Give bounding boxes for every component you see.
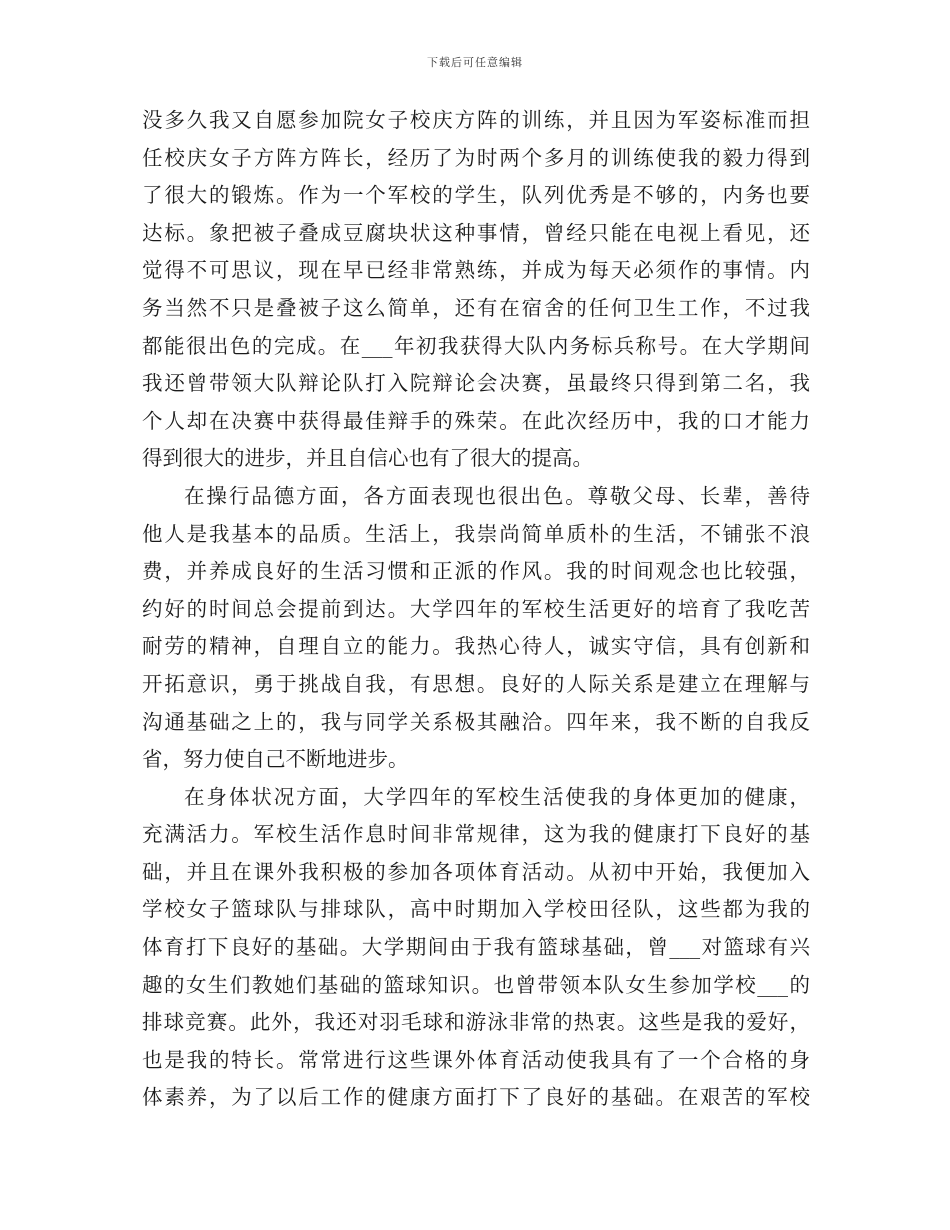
text-line: 个人却在决赛中获得最佳辩手的殊荣。在此次经历中，我的口才能力 — [142, 408, 810, 433]
text-line: 也是我的特长。常常进行这些课外体育活动使我具有了一个合格的身 — [142, 1047, 810, 1072]
text-line: 在操行品德方面，各方面表现也很出色。尊敬父母、长辈，善待 — [184, 483, 810, 508]
page-header: 下载后可任意编辑 — [427, 56, 523, 69]
text-line: 都能很出色的完成。在___年初我获得大队内务标兵称号。在大学期间 — [142, 333, 810, 358]
text-line: 了很大的锻炼。作为一个军校的学生，队列优秀是不够的，内务也要 — [142, 183, 810, 208]
text-line: 充满活力。军校生活作息时间非常规律，这为我的健康打下良好的基 — [142, 822, 810, 847]
text-line: 达标。象把被子叠成豆腐块状这种事情，曾经只能在电视上看见，还 — [142, 220, 810, 245]
text-line: 体素养，为了以后工作的健康方面打下了良好的基础。在艰苦的军校 — [142, 1085, 810, 1110]
text-line: 省，努力使自己不断地进步。 — [142, 747, 409, 772]
document-body — [142, 102, 810, 1117]
text-line: 耐劳的精神，自理自立的能力。我热心待人，诚实守信，具有创新和 — [142, 634, 810, 659]
text-line: 他人是我基本的品质。生活上，我崇尚简单质朴的生活，不铺张不浪 — [142, 521, 810, 546]
text-line: 开拓意识，勇于挑战自我，有思想。良好的人际关系是建立在理解与 — [142, 671, 810, 696]
text-line: 费，并养成良好的生活习惯和正派的作风。我的时间观念也比较强， — [142, 559, 810, 584]
text-line: 没多久我又自愿参加院女子校庆方阵的训练，并且因为军姿标准而担 — [142, 108, 810, 132]
text-line: 约好的时间总会提前到达。大学四年的军校生活更好的培育了我吃苦 — [142, 596, 810, 621]
text-line: 我还曾带领大队辩论队打入院辩论会决赛，虽最终只得到第二名，我 — [142, 371, 810, 396]
text-line: 趣的女生们教她们基础的篮球知识。也曾带领本队女生参加学校___的 — [142, 972, 810, 997]
text-line: 学校女子篮球队与排球队，高中时期加入学校田径队，这些都为我的 — [142, 897, 810, 922]
text-line: 务当然不只是叠被子这么简单，还有在宿舍的任何卫生工作，不过我 — [142, 295, 810, 320]
text-line: 觉得不可思议，现在早已经非常熟练，并成为每天必须作的事情。内 — [142, 258, 810, 283]
text-line: 础，并且在课外我积极的参加各项体育活动。从初中开始，我便加入 — [142, 859, 810, 884]
text-line: 得到很大的进步，并且自信心也有了很大的提高。 — [142, 446, 593, 471]
text-line: 在身体状况方面，大学四年的军校生活使我的身体更加的健康， — [184, 784, 810, 809]
text-line: 排球竞赛。此外，我还对羽毛球和游泳非常的热衷。这些是我的爱好， — [142, 1010, 810, 1035]
text-line: 体育打下良好的基础。大学期间由于我有篮球基础，曾___对篮球有兴 — [142, 935, 810, 960]
text-line: 沟通基础之上的，我与同学关系极其融洽。四年来，我不断的自我反 — [142, 709, 810, 734]
text-line: 任校庆女子方阵方阵长，经历了为时两个多月的训练使我的毅力得到 — [142, 145, 810, 170]
